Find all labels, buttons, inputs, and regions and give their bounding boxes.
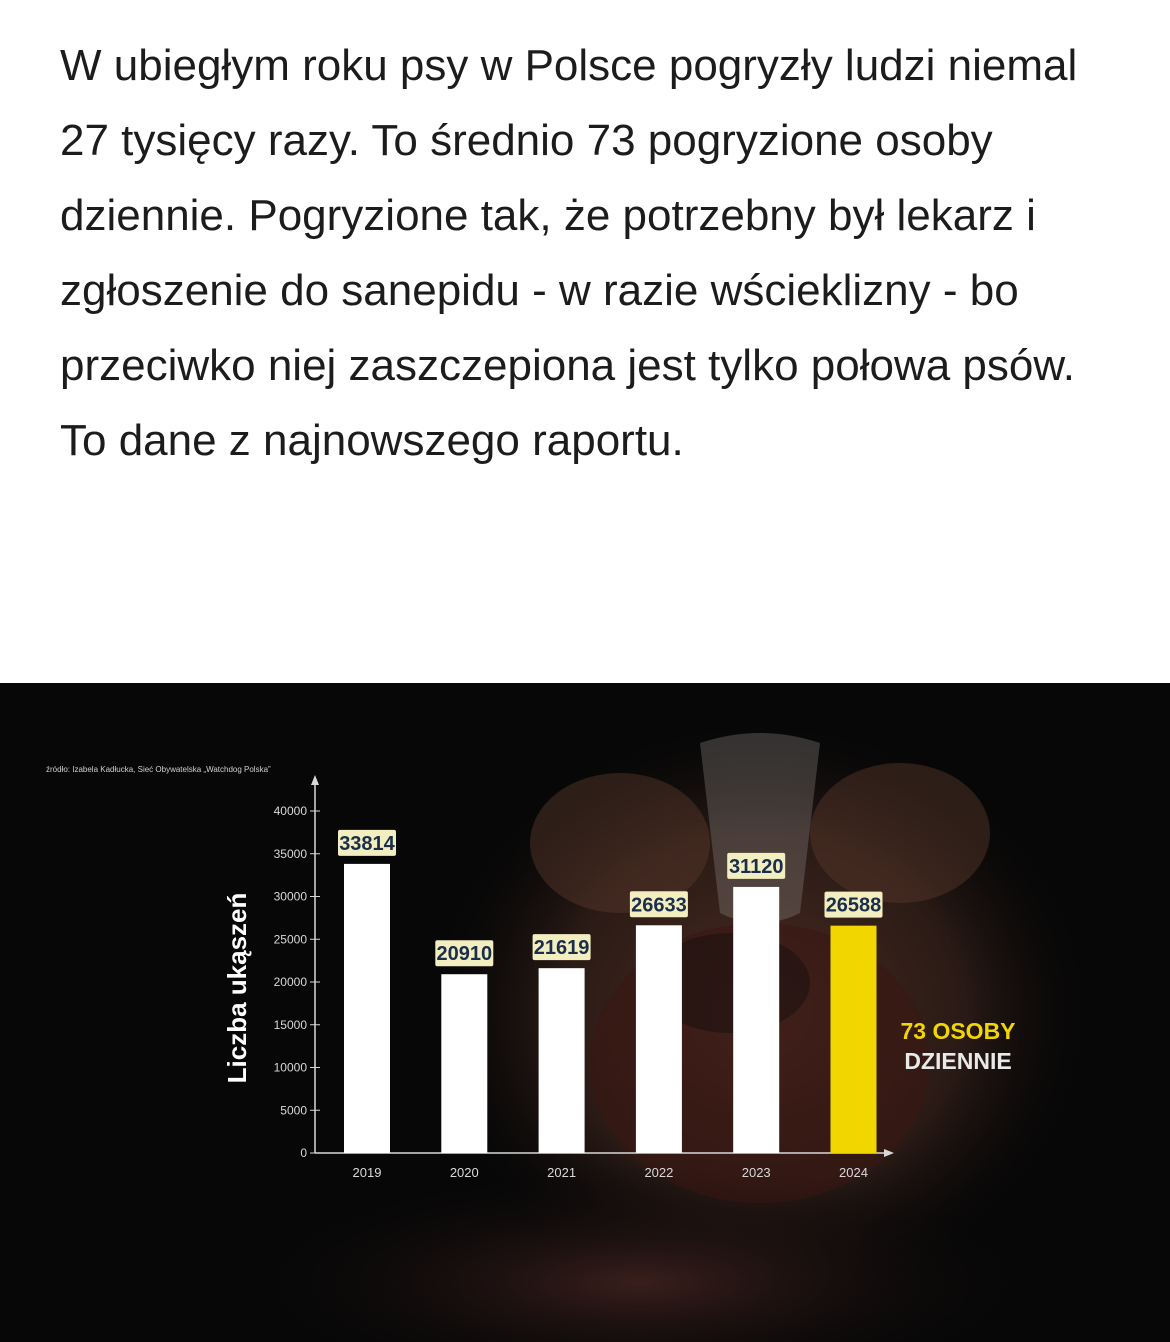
y-axis-arrow — [311, 775, 319, 785]
bar-2022 — [636, 925, 682, 1153]
y-axis-ticks — [274, 804, 320, 1160]
bar-2020 — [441, 974, 487, 1153]
x-tick-label: 2021 — [547, 1165, 577, 1180]
bar-value-label: 26588 — [825, 894, 882, 917]
bar-2021 — [539, 968, 585, 1153]
bar-value-label: 31120 — [728, 855, 784, 878]
post-text: W ubiegłym roku psy w Polsce pogryzły ludzi niemal 27 tysięcy razy. To średnio 73 pogryzione osoby dziennie. Pogryzione tak, że potrzebny był lekarz i zgłoszenie do sanepidu - w razie wścieklizny - bo przeciwko niej zaszczepiona jest tylko połowa psów. To dane z najnowszego raportu. — [60, 41, 1078, 465]
y-tick-label: 5000 — [280, 1103, 307, 1118]
y-tick-label: 35000 — [273, 846, 307, 861]
y-tick-label: 15000 — [273, 1017, 307, 1032]
x-tick-label: 2019 — [352, 1165, 382, 1180]
bar-value-label: 21619 — [533, 937, 590, 960]
x-tick-label: 2020 — [449, 1165, 479, 1180]
x-tick-label: 2022 — [644, 1165, 674, 1180]
bar-value-label: 33814 — [339, 832, 395, 855]
y-tick-label: 40000 — [273, 804, 307, 818]
y-tick-label: 30000 — [273, 889, 307, 904]
bar-value-label: 20910 — [436, 943, 493, 966]
x-tick-label: 2023 — [741, 1165, 771, 1180]
y-tick-label: 0 — [300, 1146, 307, 1160]
daily-callout-line2: DZIENNIE — [904, 1048, 1012, 1074]
bar-2024 — [831, 926, 877, 1153]
y-tick-label: 10000 — [273, 1060, 307, 1075]
chart-graphic — [0, 683, 1170, 1342]
y-axis-label: Liczba ukąszeń — [222, 892, 252, 1084]
bar-2019 — [344, 864, 390, 1153]
bar-value-label: 26633 — [631, 894, 687, 917]
y-tick-label: 20000 — [273, 975, 307, 989]
x-tick-label: 2024 — [839, 1165, 868, 1180]
post-image[interactable] — [0, 683, 1170, 1342]
bar-2023 — [733, 887, 779, 1153]
chart-source-note: źródło: Izabela Kadłucka, Sieć Obywatelska „Watchdog Polska” — [46, 765, 271, 774]
y-tick-label: 25000 — [273, 932, 307, 947]
daily-callout-line1: 73 OSOBY — [900, 1018, 1016, 1044]
